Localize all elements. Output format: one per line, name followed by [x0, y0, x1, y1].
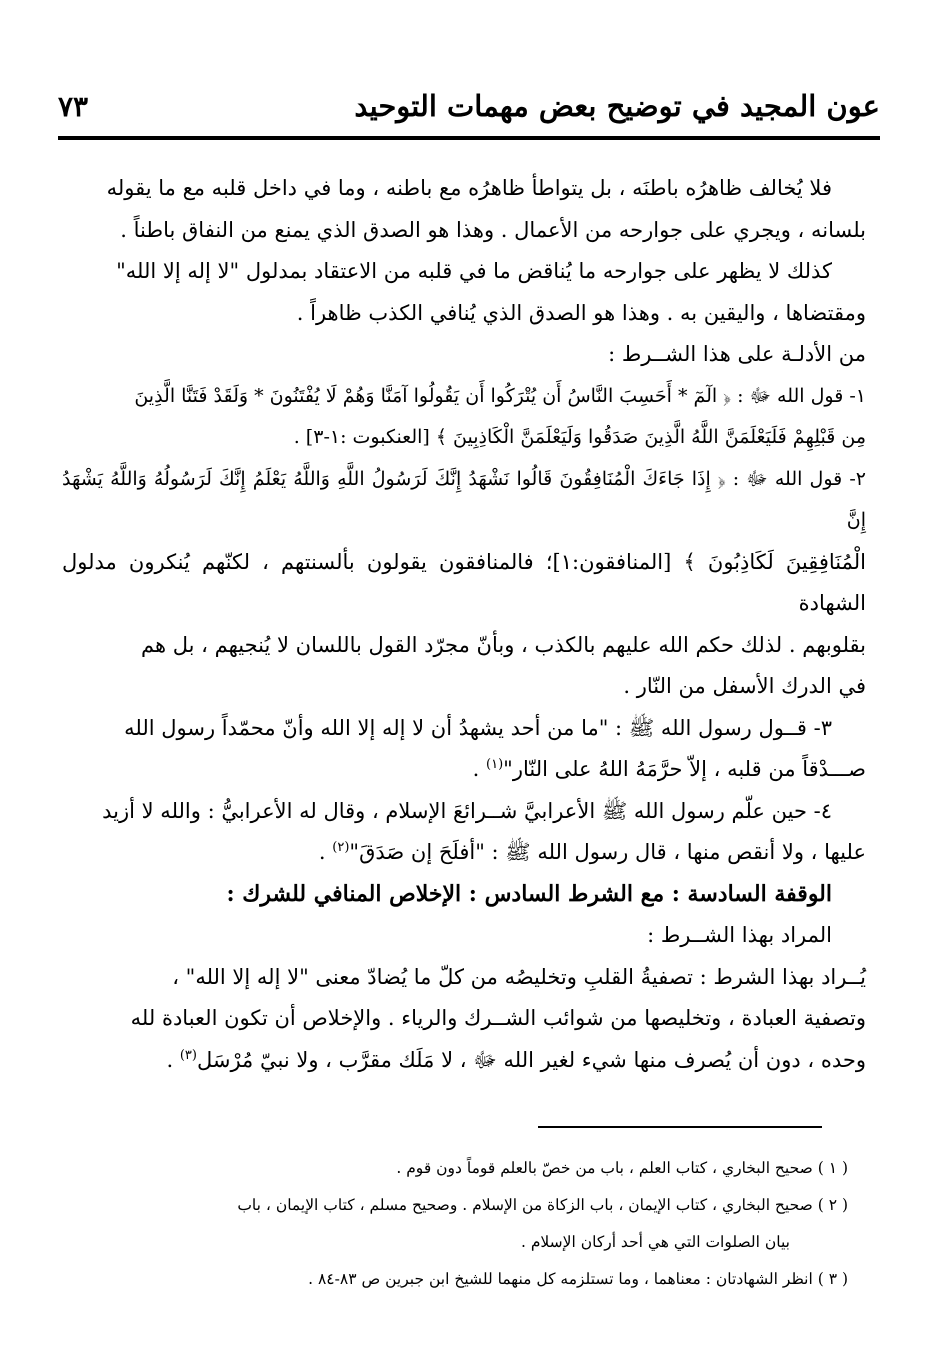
evidence-heading: من الأدلـة على هذا الشــرط : — [608, 342, 866, 366]
footnote-2-continued: بيان الصلوات التي هي أحد أركان الإسلام . — [520, 1233, 790, 1251]
footnote-ref-3[interactable]: (٣) — [179, 1047, 197, 1063]
paragraph-line: بلسانه ، ويجري على جوارحه من الأعمال . وهذا هو الصدق الذي يمنع من النفاق باطناً . — [120, 217, 866, 242]
evidence-4-text: عليها ، ولا أنقص منها ، قال رسول الله ﷺ : "أفلَحَ إن صَدَقَ" — [349, 840, 866, 864]
line-end: . — [472, 757, 487, 781]
evidence-1-line: مِن قَبْلِهِمْ فَلَيَعْلَمَنَّ اللَّهُ الَّذِينَ صَدَقُوا وَلَيَعْلَمَنَّ الْكَاذِبِينَ ﴾ [العنكبوت :١-٣] . — [293, 426, 866, 448]
evidence-2-line: بقلوبهم . لذلك حكم الله عليهم بالكذب ، وبأنّ مجرّد القول باللسان لا يُنجيهم ، بل هم — [141, 632, 866, 657]
footnotes — [62, 1150, 848, 1298]
footnote-2: ( ٢ ) صحيح البخاري ، كتاب الإيمان ، باب الزكاة من الإسلام . وصحيح مسلم ، كتاب الإيمان ، باب — [237, 1196, 848, 1214]
evidence-4-line: ٤- حين علّم رسول الله ﷺ الأعرابيَّ شــرائعَ الإسلام ، وقال له الأعرابيُّ : والله لا أزيد — [102, 798, 832, 823]
section-heading: الوقفة السادسة : مع الشرط السادس : الإخلاص المنافي للشرك : — [226, 880, 832, 907]
paragraph-line: وتصفية العبادة ، وتخليصها من شوائب الشــرك والرياء . والإخلاص أن تكون العبادة لله — [130, 1006, 866, 1030]
evidence-3-line — [62, 749, 866, 791]
footnote-3: ( ٣ ) انظر الشهادتان : معناهما ، وما تستلزمه كل منهما للشيخ ابن جبرين ص ٨٣-٨٤ . — [308, 1270, 848, 1288]
footnote-ref-1[interactable]: (١) — [486, 757, 504, 772]
evidence-2-line: الْمُنَافِقِينَ لَكَاذِبُونَ ﴾ [المنافقون:١]؛ فالمنافقون يقولون بألسنتهم ، لكنّهم يُنكرون مدلول الشهادة — [62, 549, 867, 615]
main-text — [62, 168, 866, 1081]
paragraph-line: يُــراد بهذا الشرط : تصفيةُ القلبِ وتخليصُه من كلّ ما يُضادّ معنى "لا إله إلا الله" ، — [172, 964, 866, 989]
line-end: . — [318, 840, 333, 864]
evidence-3-text: صـــدْقاً من قلبه ، إلاّ حرَّمَهُ اللهُ على النّار" — [503, 757, 866, 781]
evidence-1-line: ١- قول الله ﷻ : ﴿ الٓمٓ * أَحَسِبَ النَّاسُ أَن يُتْرَكُوا أَن يَقُولُوا آمَنَّا وَهُمْ لَا يُفْتَنُونَ * وَلَقَدْ فَتَنَّا الَّذِينَ — [134, 384, 866, 407]
footnote-1: ( ١ ) صحيح البخاري ، كتاب العلم ، باب من خصّ بالعلم قوماً دون قوم . — [396, 1159, 848, 1177]
evidence-2-line: في الدرك الأسفل من النّار . — [623, 674, 866, 698]
line-end: . — [166, 1047, 180, 1072]
paragraph-line: كذلك لا يظهر على جوارحه ما يُناقض ما في قلبه من الاعتقاد بمدلول "لا إله إلا الله" — [116, 259, 832, 283]
footnote-ref-2[interactable]: (٢) — [332, 840, 350, 855]
page-header — [58, 84, 880, 128]
paragraph-line: فلا يُخالف ظاهرُه باطنَه ، بل يتواطأ ظاهرُه مع باطنه ، وما في داخل قلبه مع ما يقوله — [106, 176, 832, 200]
evidence-3-line: ٣- قــول رسول الله ﷺ : "ما من أحد يشهدُ أن لا إله إلا الله وأنّ محمّداً رسول الله — [124, 715, 832, 740]
evidence-2-line: ٢- قول الله ﷻ : ﴿ إِذَا جَاءَكَ الْمُنَافِقُونَ قَالُوا نَشْهَدُ إِنَّكَ لَرَسُولُ اللَّهِ وَاللَّهُ يَعْلَمُ إِنَّكَ لَرَسُولُهُ وَاللَّهُ يَشْهَدُ إِنَّ — [62, 467, 866, 531]
subsection-heading: المراد بهذا الشــرط : — [647, 923, 832, 947]
page-number: ٧٣ — [58, 89, 89, 123]
book-title: عون المجيد في توضيح بعض مهمات التوحيد — [354, 89, 880, 123]
paragraph-line — [62, 1040, 866, 1082]
footnote-divider — [538, 1126, 822, 1128]
paragraph-line: ومقتضاها ، واليقين به . وهذا هو الصدق الذي يُنافي الكذب ظاهراً . — [296, 300, 866, 325]
header-divider — [58, 136, 880, 140]
paragraph-text: وحده ، دون أن يُصرف منها شيء لغير الله ﷻ ، لا مَلَك مقرَّب ، ولا نبيّ مُرْسَل — [196, 1047, 866, 1072]
evidence-4-line — [62, 832, 866, 874]
